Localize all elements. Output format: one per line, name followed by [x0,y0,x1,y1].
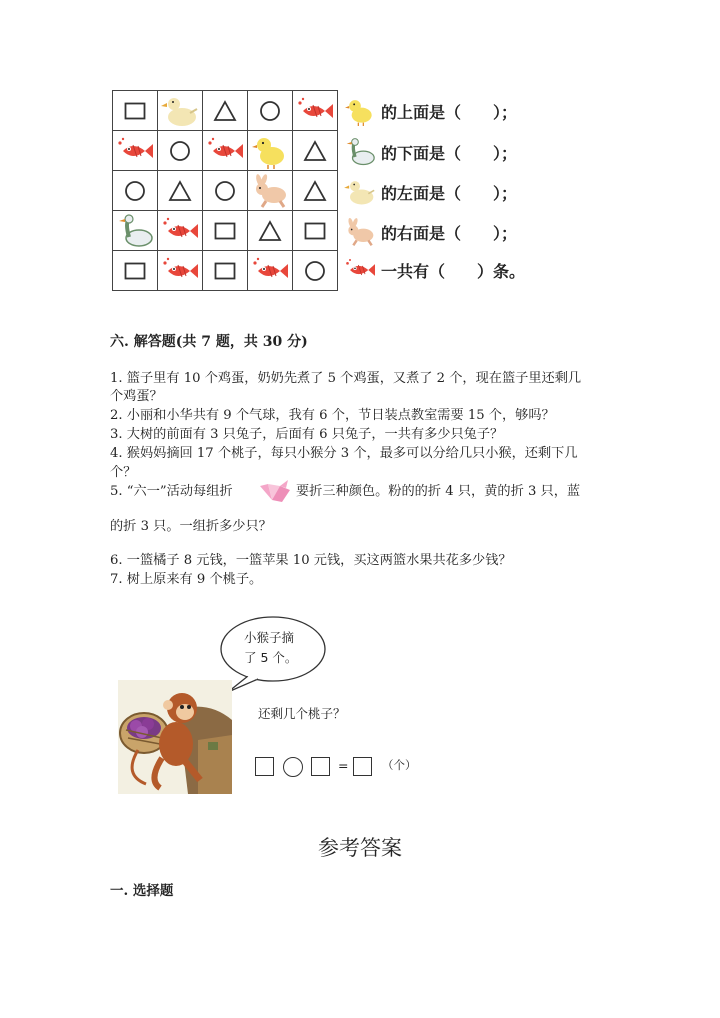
fish-icon [250,253,290,289]
grid-row [113,91,338,131]
circle-icon [304,260,326,282]
circle-icon [169,140,191,162]
paper-crane-icon [258,478,292,508]
grid-cell [203,211,248,251]
fish-icon [160,213,200,249]
grid-cell [158,211,203,251]
triangle-icon [168,180,192,202]
duck-icon [343,177,377,207]
answer-box [255,757,274,776]
grid-cell [203,91,248,131]
question-line: 4. 猴妈妈摘回 17 个桃子，每只小猴分 3 个，最多可以分给几只小猴，还剩下几 [110,446,578,461]
square-icon [214,220,236,242]
grid-cell [158,131,203,171]
grid-question-text: 的上面是（ ）； [381,102,518,122]
fish-icon [295,93,335,129]
square-icon [304,220,326,242]
grid-row [113,171,338,211]
triangle-icon [213,100,237,122]
grid-cell [113,131,158,171]
circle-icon [259,100,281,122]
grid-cell [203,251,248,291]
equals-sign: = [338,758,349,773]
grid-cell [248,211,293,251]
triangle-icon [258,220,282,242]
chick-icon [250,133,290,169]
grid-question [343,255,525,285]
grid-cell [203,131,248,171]
grid-cell [248,251,293,291]
question-5-part1: 5. “六一”活动每组折 [110,484,233,499]
grid-cell [158,91,203,131]
question-line: 个？ [110,465,137,480]
grid-question-text: 的左面是（ ）； [381,183,518,203]
grid-cell [248,131,293,171]
square-icon [124,260,146,282]
question-line: 3. 大树的前面有 3 只兔子，后面有 6 只兔子，一共有多少只兔子？ [110,427,504,442]
fish-icon [160,253,200,289]
grid-question [343,177,517,207]
answer-box [311,757,330,776]
rabbit-icon [343,217,377,247]
rabbit-icon [250,173,290,209]
monkey-basket-image [118,680,232,794]
grid-cell [293,131,338,171]
grid-cell [203,171,248,211]
question-line: 2. 小丽和小华共有 9 个气球，我有 6 个，节日装点教室需要 15 个，够吗？ [110,408,555,423]
circle-icon [214,180,236,202]
grid-question-text: 的下面是（ ）； [381,143,518,163]
fish-icon [115,133,155,169]
answers-title: 参考答案 [318,836,402,860]
grid-question [343,137,517,167]
grid-question-text: 的右面是（ ）； [381,223,518,243]
grid-question [343,217,517,247]
grid-cell [113,211,158,251]
answers-subtitle: 一. 选择题 [110,883,174,899]
question-line: 个鸡蛋？ [110,389,163,404]
grid-cell [248,91,293,131]
grid-cell [293,91,338,131]
grid-row [113,131,338,171]
grid-cell [293,251,338,291]
triangle-icon [303,180,327,202]
circle-icon [124,180,146,202]
question-6: 6. 一篮橘子 8 元钱，一篮苹果 10 元钱，买这两篮水果共花多少钱？ [110,553,512,568]
goose-icon [343,137,377,167]
grid-question-text: 一共有（ ）条。 [381,261,526,281]
grid-row [113,211,338,251]
question-7: 7. 树上原来有 9 个桃子。 [110,572,263,587]
fish-icon [343,255,377,285]
grid-question [343,96,517,126]
grid-cell [158,171,203,211]
question-line: 1. 篮子里有 10 个鸡蛋，奶奶先煮了 5 个鸡蛋，又煮了 2 个，现在篮子里还剩几 [110,371,582,386]
square-icon [124,100,146,122]
grid-cell [113,171,158,211]
grid-row [113,251,338,291]
bubble-text-1: 小猴子摘 [244,630,295,645]
grid-cell [158,251,203,291]
goose-icon [115,213,155,249]
grid-cell [248,171,293,211]
question-5-part3: 的折 3 只。一组折多少只？ [110,519,272,534]
answer-box [353,757,372,776]
grid-cell [293,171,338,211]
question-5-part2: 要折三种颜色。粉的的折 4 只，黄的折 3 只，蓝 [296,484,581,499]
unit-label: （个） [382,758,417,772]
grid-cell [293,211,338,251]
shape-grid [112,90,338,291]
fish-icon [205,133,245,169]
duck-icon [160,93,200,129]
operator-circle [283,757,303,777]
remaining-question: 还剩几个桃子？ [258,706,346,721]
bubble-text-2: 了 5 个。 [244,650,298,665]
chick-icon [343,96,377,126]
square-icon [214,260,236,282]
triangle-icon [303,140,327,162]
grid-cell [113,91,158,131]
section-title: 六. 解答题(共 7 题，共 30 分) [110,334,308,350]
grid-cell [113,251,158,291]
